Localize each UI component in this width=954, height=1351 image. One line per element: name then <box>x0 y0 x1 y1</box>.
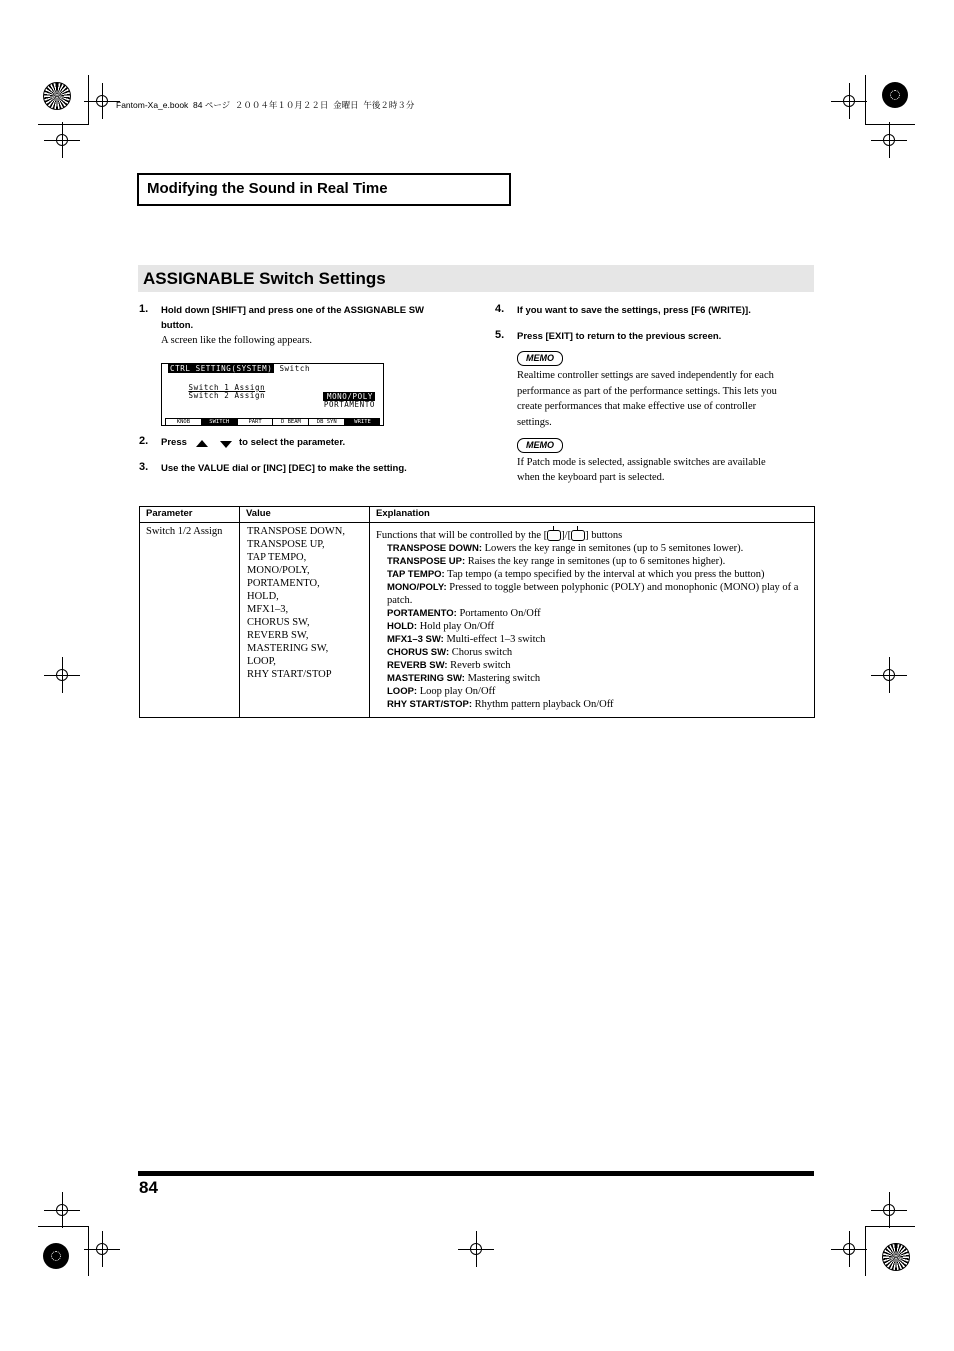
lcd-title: CTRL SETTING(SYSTEM) <box>170 364 273 373</box>
explanation-item <box>370 555 814 568</box>
step-5-number: 5. <box>495 329 505 341</box>
value-item: TRANSPOSE UP, <box>247 539 325 550</box>
chapter-title-box <box>137 173 511 206</box>
section-title: ASSIGNABLE Switch Settings <box>143 269 386 288</box>
lcd-row-1-label: Switch 1 Assign <box>188 383 266 392</box>
memo-2-line: If Patch mode is selected, assignable switches are available <box>517 457 766 468</box>
lcd-subtitle: Switch <box>279 364 311 373</box>
memo-badge-1: MEMO <box>517 351 563 366</box>
table-header-row <box>140 507 815 523</box>
item-term: MFX1–3 SW: <box>387 634 444 645</box>
intro-text-after: ] buttons <box>585 530 623 541</box>
item-desc: Rhythm pattern playback On/Off <box>474 699 614 710</box>
item-term: PORTAMENTO: <box>387 608 457 619</box>
item-term: LOOP: <box>387 686 418 697</box>
item-term: REVERB SW: <box>387 660 448 671</box>
memo-1-line: settings. <box>517 417 552 428</box>
item-desc: Chorus switch <box>451 647 513 658</box>
item-desc: Loop play On/Off <box>419 686 496 697</box>
value-item: MONO/POLY, <box>247 565 310 576</box>
lcd-tab-part: PART <box>237 418 273 425</box>
step-3-text: Use the VALUE dial or [INC] [DEC] to make the setting. <box>161 463 407 474</box>
registration-dot-top-right <box>882 82 908 108</box>
parameter-name: Switch 1/2 Assign <box>146 526 223 537</box>
explanation-item <box>370 659 814 672</box>
item-term: MONO/POLY: <box>387 582 447 593</box>
explanation-item <box>370 607 814 620</box>
value-item: HOLD, <box>247 591 279 602</box>
explanation-item <box>370 685 814 698</box>
chapter-title: Modifying the Sound in Real Time <box>147 180 388 197</box>
lcd-row-2-value: PORTAMENTO <box>323 400 375 409</box>
item-desc: Multi-effect 1–3 switch <box>446 634 546 645</box>
registration-burst-top-left <box>43 82 71 110</box>
registration-dot-bottom-left <box>43 1243 69 1269</box>
value-item: LOOP, <box>247 656 276 667</box>
value-item: TAP TEMPO, <box>247 552 307 563</box>
value-item: CHORUS SW, <box>247 617 310 628</box>
header-value: Value <box>240 507 370 523</box>
value-item: MFX1–3, <box>247 604 289 615</box>
item-desc: Raises the key range in semitones (up to 6 semitones higher). <box>467 556 726 567</box>
step-1-number: 1. <box>139 303 149 315</box>
table-row <box>140 523 815 718</box>
crop-line <box>38 1226 88 1227</box>
item-desc: Hold play On/Off <box>419 621 495 632</box>
crop-line <box>88 1226 89 1276</box>
explanation-item <box>370 542 814 555</box>
value-item: PORTAMENTO, <box>247 578 320 589</box>
value-item: TRANSPOSE DOWN, <box>247 526 346 537</box>
step-1-line2: button. <box>161 320 194 331</box>
section-heading-bar <box>138 265 814 292</box>
cursor-up-icon <box>195 439 209 448</box>
item-term: HOLD: <box>387 621 418 632</box>
memo-badge-2: MEMO <box>517 438 563 453</box>
assignable-switch-1-icon <box>547 530 561 541</box>
footer-rule <box>138 1171 814 1176</box>
item-desc: Lowers the key range in semitones (up to 5 semitones lower). <box>484 543 744 554</box>
crop-line <box>865 1226 915 1227</box>
crop-line <box>865 75 866 125</box>
memo-1-line: create performances that make effective use of controller <box>517 401 757 412</box>
value-item: REVERB SW, <box>247 630 309 641</box>
item-term: CHORUS SW: <box>387 647 450 658</box>
lcd-tab-bar <box>165 418 380 425</box>
intro-text-before: Functions that will be controlled by the [ <box>376 530 548 541</box>
step-2-text: to select the parameter. <box>239 437 346 448</box>
item-term: TRANSPOSE UP: <box>387 556 466 567</box>
item-term: RHY START/STOP: <box>387 699 472 710</box>
lcd-tab-write: WRITE <box>344 418 380 425</box>
crop-line <box>88 75 89 125</box>
explanation-item <box>370 568 814 581</box>
item-desc: Portamento On/Off <box>459 608 541 619</box>
lcd-title-row <box>168 364 310 373</box>
memo-2-line: when the keyboard part is selected. <box>517 472 665 483</box>
item-desc: Reverb switch <box>450 660 511 671</box>
file-info-header: Fantom-Xa_e.book 84 ページ ２００４年１０月２２日 金曜日 午後２時３分 <box>116 100 415 110</box>
lcd-row-1-value: MONO/POLY <box>323 392 375 401</box>
memo-1-line: performance as part of the performance settings. This lets you <box>517 386 777 397</box>
explanation-item <box>370 698 814 711</box>
step-1-note: A screen like the following appears. <box>161 335 313 346</box>
lcd-row-2 <box>168 382 375 418</box>
parameter-table <box>139 506 815 718</box>
value-item: MASTERING SW, <box>247 643 329 654</box>
lcd-tab-dbsyn: DB SYN <box>308 418 344 425</box>
value-item: RHY START/STOP <box>247 669 332 680</box>
item-term: MASTERING SW: <box>387 673 465 684</box>
explanation-item <box>370 646 814 659</box>
parameter-cell <box>140 523 240 718</box>
assignable-switch-2-icon <box>571 530 585 541</box>
explanation-intro <box>370 523 814 542</box>
step-3-number: 3. <box>139 461 149 473</box>
header-parameter: Parameter <box>140 507 240 523</box>
lcd-tab-dbeam: D BEAM <box>272 418 308 425</box>
explanation-item <box>370 672 814 685</box>
cursor-down-icon <box>219 440 233 449</box>
explanation-cell <box>370 523 815 718</box>
item-desc: Mastering switch <box>467 673 541 684</box>
intro-text-mid: ]/[ <box>561 530 572 541</box>
explanation-item <box>370 633 814 646</box>
step-2-number: 2. <box>139 435 149 447</box>
value-cell <box>240 523 370 718</box>
crop-line <box>865 1226 866 1276</box>
item-desc: Pressed to toggle between polyphonic (POLY) and monophonic (MONO) play of a patch. <box>387 582 799 606</box>
registration-burst-bottom-right <box>882 1243 910 1271</box>
item-term: TAP TEMPO: <box>387 569 445 580</box>
step-4-text: If you want to save the settings, press [F6 (WRITE)]. <box>517 305 751 316</box>
memo-1-line: Realtime controller settings are saved independently for each <box>517 370 774 381</box>
step-2-press: Press <box>161 437 187 448</box>
lcd-row-2-label: Switch 2 Assign <box>188 391 266 400</box>
item-desc: Tap tempo (a tempo specified by the interval at which you press the button) <box>447 569 765 580</box>
lcd-screen <box>161 363 384 426</box>
step-4-number: 4. <box>495 303 505 315</box>
lcd-tab-switch: SWITCH <box>201 418 237 425</box>
step-5-text: Press [EXIT] to return to the previous screen. <box>517 331 722 342</box>
item-term: TRANSPOSE DOWN: <box>387 543 482 554</box>
page-number: 84 <box>139 1178 158 1197</box>
lcd-tab-knob: KNOB <box>165 418 201 425</box>
crop-line <box>38 124 88 125</box>
crop-line <box>865 124 915 125</box>
explanation-item <box>370 620 814 633</box>
explanation-item <box>370 581 814 607</box>
header-explanation: Explanation <box>370 507 815 523</box>
step-1-line1: Hold down [SHIFT] and press one of the ASSIGNABLE SW <box>161 305 425 316</box>
